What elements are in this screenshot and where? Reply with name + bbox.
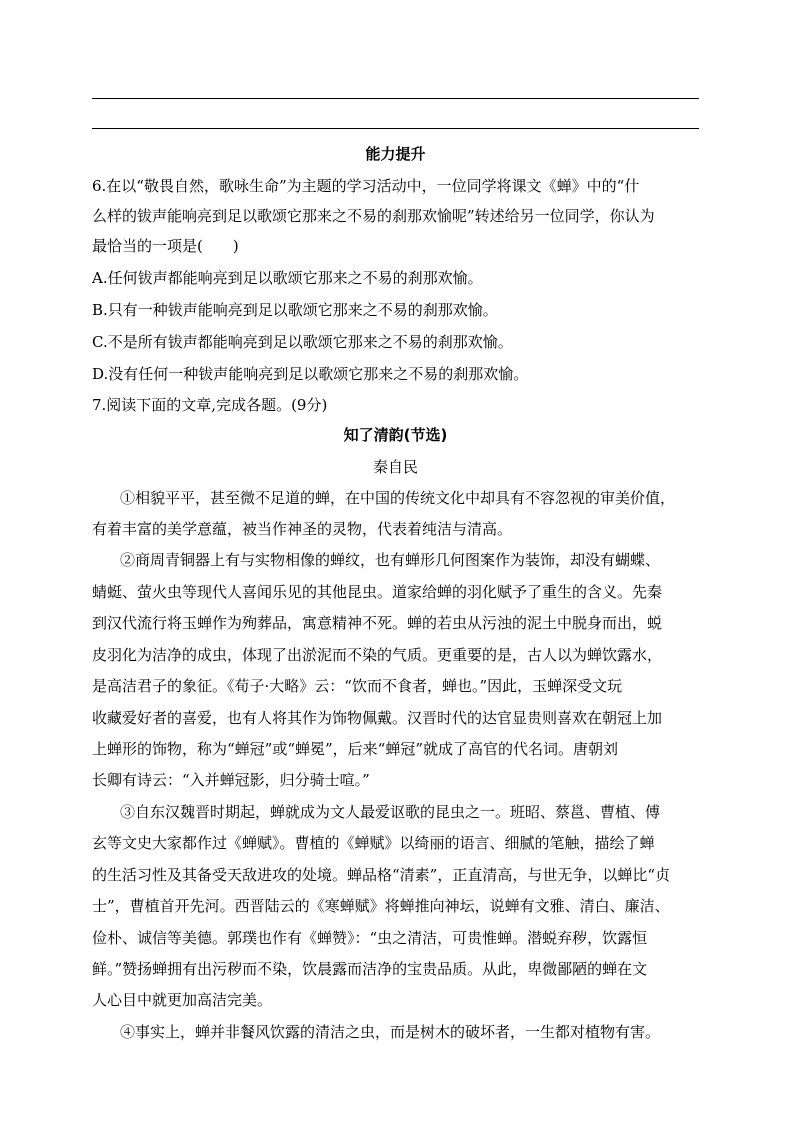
q6-option-c: C.不是所有钹声都能响亮到足以歌颂它那来之不易的刹那欢愉。 [92,333,513,351]
paragraph-line: ④事实上，蝉并非餐风饮露的清洁之虫，而是树木的破坏者，一生都对植物有害。 [120,1023,661,1041]
paragraph-line: 玄等文史大家都作过《蝉赋》。曹植的《蝉赋》以绮丽的语言、细腻的笔触，描绘了蝉 [92,834,655,852]
paragraph-line: 到汉代流行将玉蝉作为殉葬品，寓意精神不死。蝉的若虫从污浊的泥土中脱身而出，蜕 [92,614,663,632]
paragraph-line: 士”，曹植首开先河。西晋陆云的《寒蝉赋》将蝉推向神坛，说蝉有文雅、清白、廉洁、 [92,897,670,915]
paragraph-line: 鲜。”赞扬蝉拥有出污秽而不染，饮晨露而洁净的宝贵品质。从此，卑微鄙陋的蝉在文 [92,960,648,978]
paragraph-line: 是高洁君子的象征。《荀子·大略》云：“饮而不食者，蝉也。”因此，玉蝉深受文玩 [92,677,623,695]
paragraph-line: 的生活习性及其备受天敌进攻的处境。蝉品格“清素”，正直清高，与世无争，以蝉比“贞 [92,866,671,884]
q6-stem-line: 么样的钹声能响亮到足以歌颂它那来之不易的刹那欢愉呢”转述给另一位同学，你认为 [92,207,655,225]
paragraph-line: ①相貌平平，甚至微不足道的蝉，在中国的传统文化中却具有不容忽视的审美价值， [120,489,676,507]
q6-option-d: D.没有任何一种钹声能响亮到足以歌颂它那来之不易的刹那欢愉。 [92,365,529,383]
q6-option-a: A.任何钹声都能响亮到足以歌颂它那来之不易的刹那欢愉。 [92,269,483,287]
paragraph-line: ②商周青铜器上有与实物相像的蝉纹，也有蝉形几何图案作为装饰，却没有蝴蝶、 [120,551,661,569]
section-title: 能力提升 [365,145,426,163]
answer-line-2 [92,128,699,129]
q6-option-b: B.只有一种钹声能响亮到足以歌颂它那来之不易的刹那欢愉。 [92,301,498,319]
paragraph-line: 皮羽化为洁净的成虫，体现了出淤泥而不染的气质。更重要的是，古人以为蝉饮露水， [92,646,663,664]
article-title: 知了清韵(节选) [343,426,448,444]
q6-stem-line: 最恰当的一项是( ) [92,237,239,255]
paragraph-line: 有着丰富的美学意蕴，被当作神圣的灵物，代表着纯洁与清高。 [92,520,513,538]
paragraph-line: 蜻蜓、萤火虫等现代人喜闻乐见的其他昆虫。道家给蝉的羽化赋予了重生的含义。先秦 [92,583,663,601]
paragraph-line: 俭朴、诚信等美德。郭璞也作有《蝉赞》：“虫之清洁，可贵惟蝉。潜蜕弃秽，饮露恒 [92,929,648,947]
paragraph-line: ③自东汉魏晋时期起，蝉就成为文人最爱讴歌的昆虫之一。班昭、蔡邕、曹植、傅 [120,803,661,821]
q6-stem-line: 6.在以“敬畏自然，歌咏生命”为主题的学习活动中，一位同学将课文《蝉》中的“什 [92,177,640,195]
paragraph-line: 上蝉形的饰物，称为“蝉冠”或“蝉冕”，后来“蝉冠”就成了高官的代名词。唐朝刘 [92,740,619,758]
q7-prompt: 7.阅读下面的文章,完成各题。(9分) [92,396,328,414]
paragraph-line: 长卿有诗云：“入并蝉冠影，归分骑士喧。” [92,771,370,789]
paragraph-line: 人心目中就更加高洁完美。 [92,991,273,1009]
paragraph-line: 收藏爱好者的喜爱，也有人将其作为饰物佩戴。汉晋时代的达官显贵则喜欢在朝冠上加 [92,709,663,727]
article-author: 秦自民 [372,458,418,476]
answer-line-1 [92,98,699,99]
